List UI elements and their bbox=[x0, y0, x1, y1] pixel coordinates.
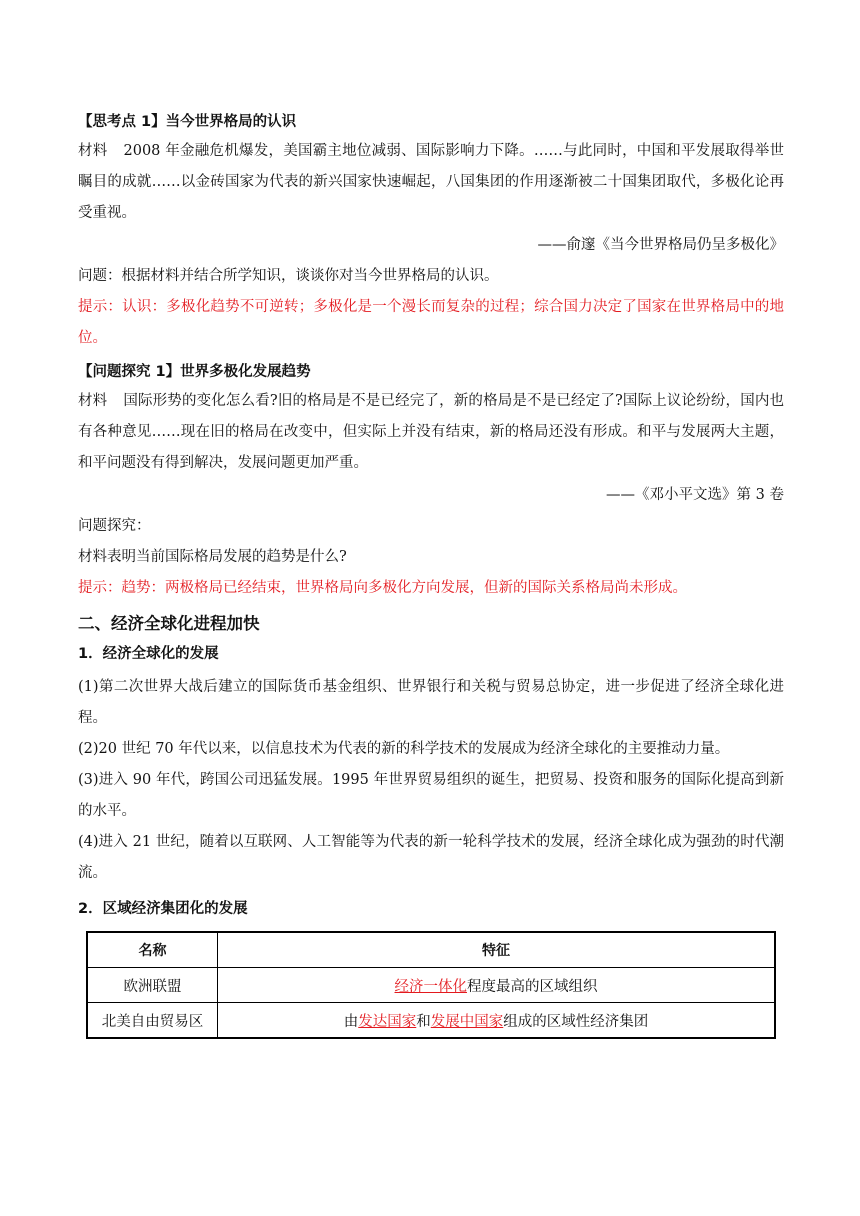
list-item: (4)进入 21 世纪，随着以互联网、人工智能等为代表的新一轮科学技术的发展，经济全球化成为强劲的时代潮流。 bbox=[78, 834, 784, 881]
section2-title: 二、经济全球化进程加快 bbox=[78, 614, 260, 633]
list-item: (1)第二次世界大战后建立的国际货币基金组织、世界银行和关税与贸易总协定，进一步促进了经济全球化进程。 bbox=[78, 679, 784, 726]
table-cell-name: 欧洲联盟 bbox=[87, 968, 218, 1003]
table-header-feature: 特征 bbox=[218, 932, 776, 968]
table-header-name: 名称 bbox=[87, 932, 218, 968]
list-item: (2)20 世纪 70 年代以来，以信息技术为代表的新的科学技术的发展成为经济全球化的主要推动力量。 bbox=[78, 741, 730, 757]
highlight-term: 经济一体化 bbox=[394, 978, 467, 995]
section2-sub1-title: 1．经济全球化的发展 bbox=[78, 646, 219, 662]
highlight-term: 发达国家 bbox=[358, 1013, 417, 1030]
material-text: 2008 年金融危机爆发，美国霸主地位减弱、国际影响力下降。……与此同时，中国和平发展取得举世瞩目的成就……以金砖国家为代表的新兴国家快速崛起，八国集团的作用逐渐被二十国集团取代，多极化论再受重视。 bbox=[78, 143, 785, 221]
think-point-title: 【思考点 1】当今世界格局的认识 bbox=[78, 114, 297, 130]
list-item: (3)进入 90 年代，跨国公司迅猛发展。1995 年世界贸易组织的诞生，把贸易、投资和服务的国际化提高到新的水平。 bbox=[78, 772, 784, 819]
explore-source: ——《邓小平文选》第 3 卷 bbox=[606, 487, 784, 503]
page-content bbox=[78, 108, 784, 1039]
think-point-question: 问题：根据材料并结合所学知识，谈谈你对当今世界格局的认识。 bbox=[78, 268, 499, 284]
material-label: 材料 bbox=[78, 393, 108, 409]
table-row bbox=[87, 1003, 775, 1039]
material-label: 材料 bbox=[78, 143, 108, 159]
explore-question-label: 问题探究： bbox=[78, 518, 151, 534]
think-point-material bbox=[78, 136, 784, 229]
think-point-hint: 提示：认识：多极化趋势不可逆转；多极化是一个漫长而复杂的过程；综合国力决定了国家在世界格局中的地位。 bbox=[78, 299, 784, 346]
table-row bbox=[87, 968, 775, 1003]
material-text: 国际形势的变化怎么看?旧的格局是不是已经完了，新的格局是不是已经定了?国际上议论纷纷，国内也有各种意见……现在旧的格局在改变中，但实际上并没有结束，新的格局还没有形成。和平与发展两大主题，和平问题没有得到解决，发展问题更加严重。 bbox=[78, 393, 785, 471]
explore-material bbox=[78, 386, 784, 479]
region-table bbox=[86, 931, 776, 1039]
explore-title: 【问题探究 1】世界多极化发展趋势 bbox=[78, 364, 311, 380]
highlight-term: 发展中国家 bbox=[430, 1013, 504, 1030]
explore-question: 材料表明当前国际格局发展的趋势是什么? bbox=[78, 549, 347, 565]
section2-sub2-title: 2．区域经济集团化的发展 bbox=[78, 901, 248, 917]
table-cell-feature: 由发达国家和发展中国家组成的区域性经济集团 bbox=[218, 1003, 776, 1039]
think-point-source: ——俞邃《当今世界格局仍呈多极化》 bbox=[537, 237, 784, 253]
table-header-row bbox=[87, 932, 775, 968]
table-cell-name: 北美自由贸易区 bbox=[87, 1003, 218, 1039]
table-cell-feature: 经济一体化程度最高的区域组织 bbox=[218, 968, 776, 1003]
explore-hint: 提示：趋势：两极格局已经结束，世界格局向多极化方向发展，但新的国际关系格局尚未形成。 bbox=[78, 580, 687, 596]
